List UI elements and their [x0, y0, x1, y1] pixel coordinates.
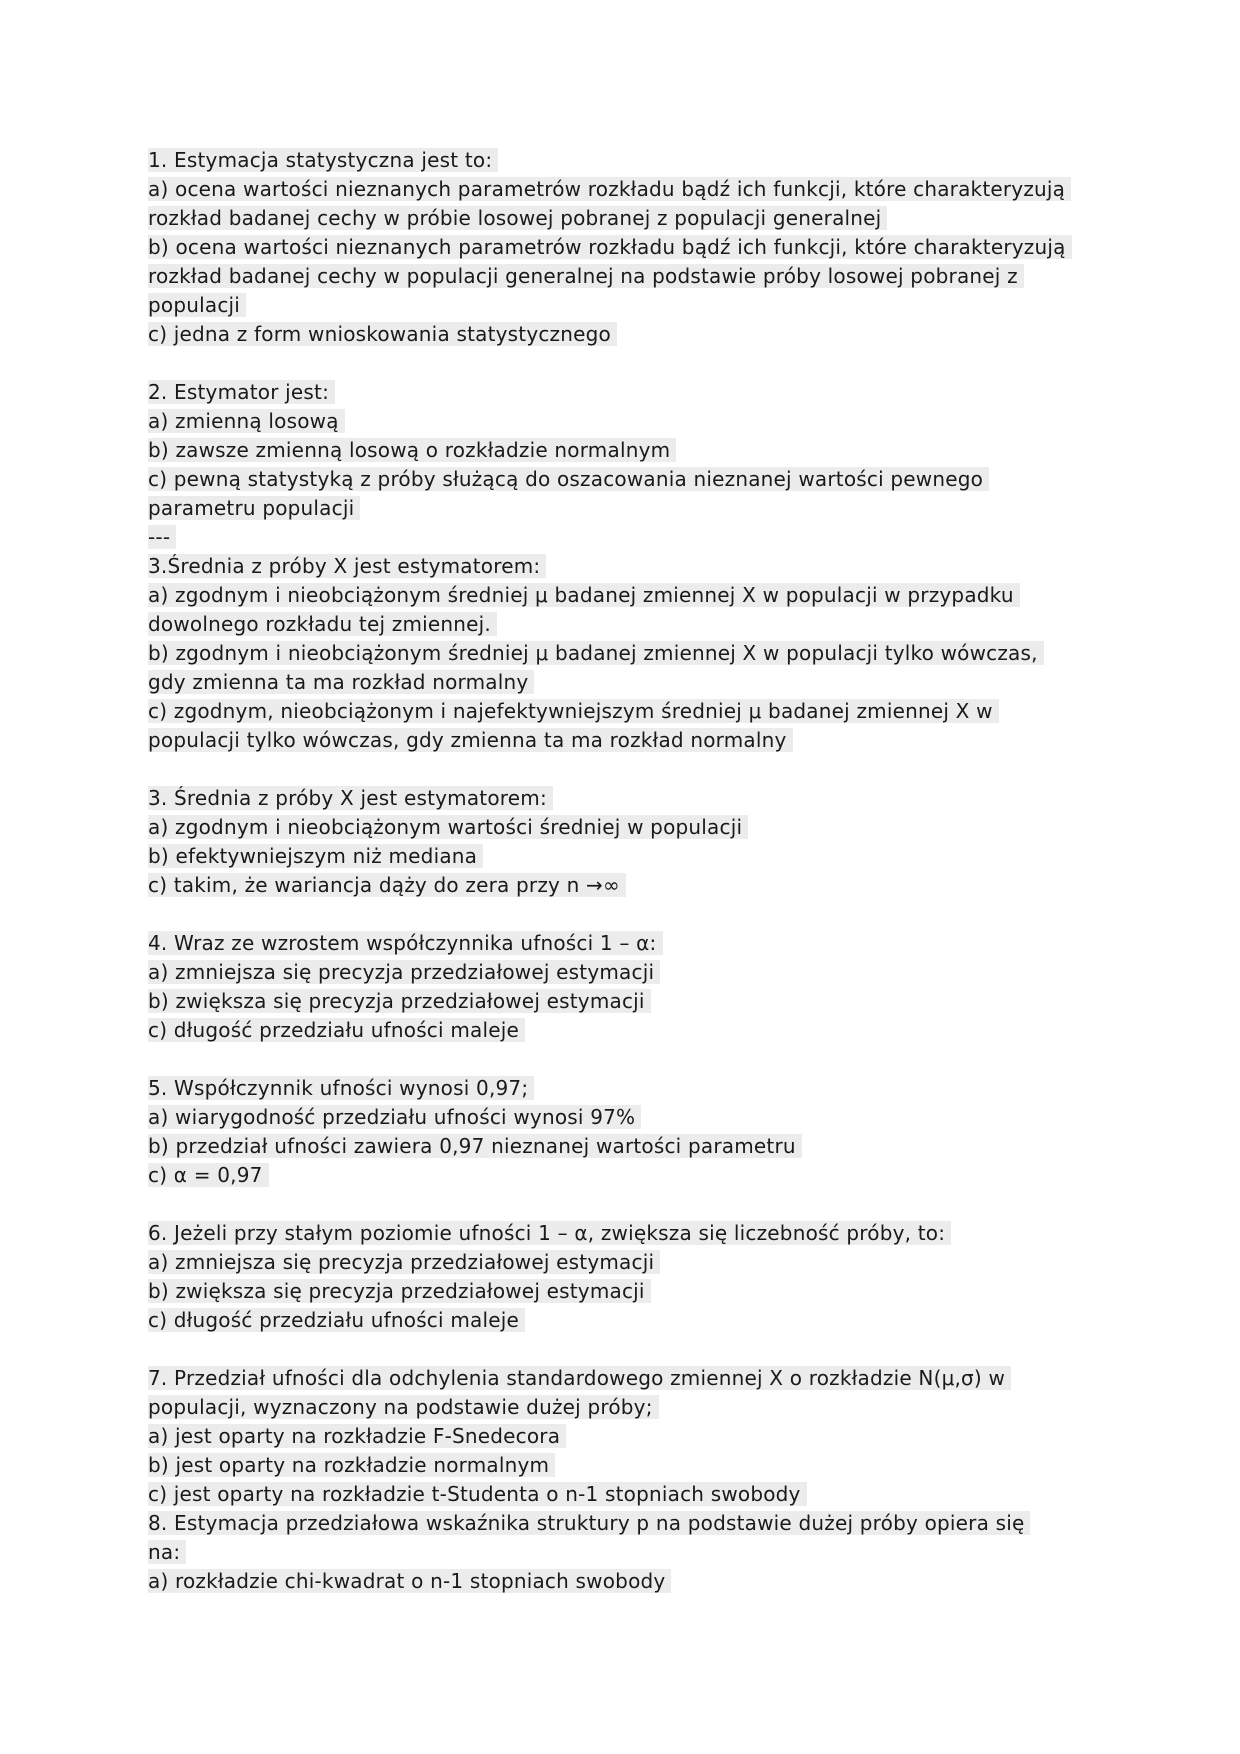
line-text: b) jest oparty na rozkładzie normalnym [148, 1453, 555, 1477]
text-line [148, 1393, 1108, 1422]
line-text: --- [148, 525, 176, 549]
line-text: populacji [148, 293, 246, 317]
line-text: parametru populacji [148, 496, 360, 520]
line-text: 7. Przedział ufności dla odchylenia standardowego zmiennej X o rozkładzie N(μ,σ) w [148, 1366, 1011, 1390]
line-text: a) ocena wartości nieznanych parametrów rozkładu bądź ich funkcji, które charakteryzują [148, 177, 1071, 201]
line-text: c) długość przedziału ufności maleje [148, 1308, 525, 1332]
line-text: a) zmniejsza się precyzja przedziałowej estymacji [148, 1250, 660, 1274]
text-line [148, 871, 1108, 900]
line-text: 2. Estymator jest: [148, 380, 335, 404]
text-line [148, 494, 1108, 523]
line-text: 3.Średnia z próby X jest estymatorem: [148, 554, 546, 578]
line-text: c) pewną statystyką z próby służącą do oszacowania nieznanej wartości pewnego [148, 467, 989, 491]
text-line [148, 436, 1108, 465]
text-line [148, 552, 1108, 581]
line-text: dowolnego rozkładu tej zmiennej. [148, 612, 497, 636]
text-line [148, 813, 1108, 842]
text-line [148, 581, 1108, 610]
text-line [148, 1103, 1108, 1132]
line-text: populacji, wyznaczony na podstawie dużej próby; [148, 1395, 659, 1419]
paragraph-spacer [148, 349, 1108, 378]
line-text: 4. Wraz ze wzrostem współczynnika ufności 1 – α: [148, 931, 663, 955]
line-text: b) zawsze zmienną losową o rozkładzie normalnym [148, 438, 676, 462]
line-text: 8. Estymacja przedziałowa wskaźnika struktury p na podstawie dużej próby opiera się [148, 1511, 1030, 1535]
line-text: populacji tylko wówczas, gdy zmienna ta ma rozkład normalny [148, 728, 793, 752]
question-block [148, 378, 1108, 755]
line-text: 1. Estymacja statystyczna jest to: [148, 148, 498, 172]
text-line [148, 610, 1108, 639]
text-line [148, 523, 1108, 552]
question-block [148, 784, 1108, 900]
question-block [148, 1219, 1108, 1335]
line-text: c) takim, że wariancja dąży do zera przy n →∞ [148, 873, 626, 897]
line-text: na: [148, 1540, 186, 1564]
paragraph-spacer [148, 755, 1108, 784]
line-text: b) ocena wartości nieznanych parametrów rozkładu bądź ich funkcji, które charakteryzują [148, 235, 1072, 259]
text-line [148, 1567, 1108, 1596]
line-text: c) długość przedziału ufności maleje [148, 1018, 525, 1042]
line-text: 3. Średnia z próby X jest estymatorem: [148, 786, 553, 810]
text-line [148, 175, 1108, 204]
text-line [148, 233, 1108, 262]
text-line [148, 1132, 1108, 1161]
text-line [148, 1277, 1108, 1306]
text-line [148, 929, 1108, 958]
text-line [148, 1422, 1108, 1451]
line-text: c) α = 0,97 [148, 1163, 269, 1187]
text-line [148, 1219, 1108, 1248]
text-line [148, 1480, 1108, 1509]
text-line [148, 1509, 1108, 1538]
text-line [148, 987, 1108, 1016]
line-text: 5. Współczynnik ufności wynosi 0,97; [148, 1076, 534, 1100]
text-line [148, 465, 1108, 494]
text-line [148, 697, 1108, 726]
text-line [148, 1538, 1108, 1567]
text-line [148, 407, 1108, 436]
question-block [148, 929, 1108, 1045]
text-line [148, 1161, 1108, 1190]
line-text: b) zwiększa się precyzja przedziałowej estymacji [148, 1279, 651, 1303]
line-text: b) przedział ufności zawiera 0,97 nieznanej wartości parametru [148, 1134, 802, 1158]
line-text: a) zgodnym i nieobciążonym średniej μ badanej zmiennej X w populacji w przypadku [148, 583, 1020, 607]
text-line [148, 1016, 1108, 1045]
paragraph-spacer [148, 1190, 1108, 1219]
text-line [148, 1248, 1108, 1277]
line-text: a) jest oparty na rozkładzie F-Snedecora [148, 1424, 566, 1448]
text-line [148, 1451, 1108, 1480]
text-line [148, 1364, 1108, 1393]
line-text: c) zgodnym, nieobciążonym i najefektywniejszym średniej μ badanej zmiennej X w [148, 699, 999, 723]
line-text: rozkład badanej cechy w próbie losowej pobranej z populacji generalnej [148, 206, 887, 230]
text-line [148, 784, 1108, 813]
text-line [148, 262, 1108, 291]
line-text: gdy zmienna ta ma rozkład normalny [148, 670, 534, 694]
text-line [148, 842, 1108, 871]
text-line [148, 639, 1108, 668]
text-line [148, 320, 1108, 349]
question-block [148, 1364, 1108, 1596]
text-line [148, 726, 1108, 755]
line-text: rozkład badanej cechy w populacji generalnej na podstawie próby losowej pobranej z [148, 264, 1024, 288]
text-line [148, 378, 1108, 407]
text-line [148, 668, 1108, 697]
text-line [148, 146, 1108, 175]
line-text: c) jest oparty na rozkładzie t-Studenta o n-1 stopniach swobody [148, 1482, 807, 1506]
line-text: b) zwiększa się precyzja przedziałowej estymacji [148, 989, 651, 1013]
paragraph-spacer [148, 1335, 1108, 1364]
line-text: c) jedna z form wnioskowania statystycznego [148, 322, 617, 346]
line-text: 6. Jeżeli przy stałym poziomie ufności 1 – α, zwiększa się liczebność próby, to: [148, 1221, 951, 1245]
line-text: a) wiarygodność przedziału ufności wynosi 97% [148, 1105, 641, 1129]
line-text: b) zgodnym i nieobciążonym średniej μ badanej zmiennej X w populacji tylko wówczas, [148, 641, 1044, 665]
line-text: a) zmniejsza się precyzja przedziałowej estymacji [148, 960, 660, 984]
question-block [148, 146, 1108, 349]
document-body [148, 146, 1108, 1596]
text-line [148, 1074, 1108, 1103]
text-line [148, 958, 1108, 987]
paragraph-spacer [148, 1045, 1108, 1074]
text-line [148, 291, 1108, 320]
question-block [148, 1074, 1108, 1190]
line-text: a) zmienną losową [148, 409, 345, 433]
line-text: b) efektywniejszym niż mediana [148, 844, 483, 868]
text-line [148, 204, 1108, 233]
paragraph-spacer [148, 900, 1108, 929]
line-text: a) zgodnym i nieobciążonym wartości średniej w populacji [148, 815, 748, 839]
text-line [148, 1306, 1108, 1335]
line-text: a) rozkładzie chi-kwadrat o n-1 stopniach swobody [148, 1569, 671, 1593]
